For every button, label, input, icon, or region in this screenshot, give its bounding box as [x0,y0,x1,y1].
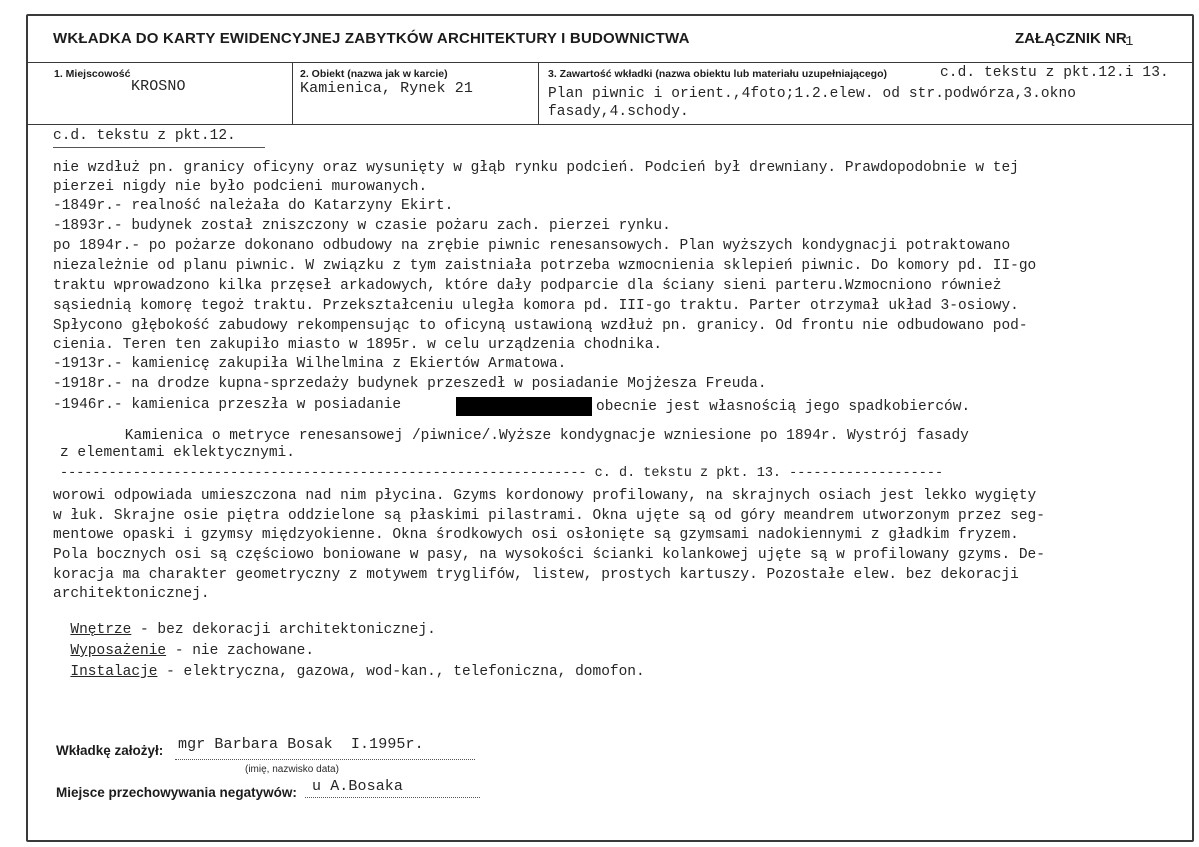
annex-number: 1 [1125,34,1134,50]
body-line: koracja ma charakter geometryczny z motywem tryglifów, listew, prostych kartuszy. Pozostałe elew. bez dekoracji [53,567,1019,583]
installations-label: Instalacje [70,664,158,680]
body-line: niezależnie od planu piwnic. W związku z tym zaistniała potrzeba wzmocnienia sklepień piwnic. Do komory pd. II-go [53,258,1037,274]
negatives-label: Miejsce przechowywania negatywów: [56,785,297,800]
summary-line: z elementami eklektycznymi. [60,445,295,461]
content-value-3: fasady,4.schody. [548,104,689,120]
negatives-value: u A.Bosaka [312,778,404,795]
body-heading: c.d. tekstu z pkt.12. [53,128,236,144]
body-line: w łuk. Skrajne osie piętra oddzielone są płaskimi pilastrami. Okna ujęte są od góry meandrem utworzonym przez seg- [53,508,1045,524]
summary-line: Kamienica o metryce renesansowej /piwnice/.Wyższe kondygnacje wzniesione po 1894r. Wystrój fasady [90,428,969,444]
body-line: mentowe opaski i gzymsy międzyokienne. Okna środkowych osi osłonięte są gzymsami nadokiennymi z gładkim fryzem. [53,527,1019,543]
author-dotline [175,759,475,760]
body-line: cienia. Teren ten zakupiło miasto w 1895r. w celu urządzenia chodnika. [53,337,663,353]
annex-label: ZAŁĄCZNIK NR [1015,30,1127,47]
installations-row [53,648,645,680]
content-value-2: Plan piwnic i orient.,4foto;1.2.elew. od str.podwórza,3.okno [548,86,1077,102]
content-label: 3. Zawartość wkładki (nazwa obiektu lub materiału uzupełniającego) [548,68,887,80]
body-line: -1918r.- na drodze kupna-sprzedaży budynek przeszedł w posiadanie Mojżesza Freuda. [53,376,767,392]
body-line-1946: -1946r.- kamienica przeszła w posiadanie [53,397,402,413]
body-line: -1913r.- kamienicę zakupiła Wilhelmina z Ekiertów Armatowa. [53,356,567,372]
furnishing-value: - nie zachowane. [166,643,315,659]
body-line-1946-end: obecnie jest własnością jego spadkobierców. [596,399,971,415]
locality-label: 1. Miejscowość [54,68,131,80]
body-line: Pola bocznych osi są częściowo boniowane w pasy, na wysokości ścianki kolankowej ujęte są w profilowany gzyms. De- [53,547,1045,563]
divider-top [28,62,1193,63]
divider-fields [28,124,1193,125]
body-line: architektonicznej. [53,586,210,602]
redaction-block [456,397,592,416]
interior-value: - bez dekoracji architektonicznej. [131,622,436,638]
body-line: po 1894r.- po pożarze dokonano odbudowy na zrębie piwnic renesansowych. Plan wyższych kondygnacji potraktowano [53,238,1011,254]
locality-value: KROSNO [131,78,186,95]
body-line: pierzei nigdy nie było podcieni murowanych. [53,179,428,195]
body-line: -1893r.- budynek został zniszczony w czasie pożaru zach. pierzei rynku. [53,218,671,234]
body-line: worowi odpowiada umieszczona nad nim płycina. Gzyms kordonowy profilowany, na skrajnych osiach jest lekko wygięty [53,488,1037,504]
author-sub-label: (imię, nazwisko data) [245,764,339,775]
form-title: WKŁADKA DO KARTY EWIDENCYJNEJ ZABYTKÓW ARCHITEKTURY I BUDOWNICTWA [53,30,690,47]
body-line: Spłycono głębokość zabudowy rekompensując to oficyną ustawioną wzdłuż pn. granicy. Od frontu nie odbudowano pod- [53,318,1028,334]
divider-col-1 [292,62,293,124]
negatives-dotline [305,797,480,798]
body-line: -1849r.- realność należała do Katarzyny Ekirt. [53,198,454,214]
body-line: sąsiednią komorę tegoż traktu. Przekształceniu uległa komora pd. III-go traktu. Parter otrzymał układ 3-osiowy. [53,298,1019,314]
body-line: nie wzdłuż pn. granicy oficyny oraz wysunięty w głąb rynku podcień. Podcień był drewniany. Prawdopodobnie w tej [53,160,1019,176]
interior-label: Wnętrze [70,622,132,638]
content-value-1: c.d. tekstu z pkt.12.i 13. [940,65,1169,81]
author-value: mgr Barbara Bosak I.1995r. [178,736,424,753]
heading-underline [53,147,265,148]
body-line: traktu wprowadzono kilka przęseł arkadowych, które dały podparcie dla ściany sieni parteru.Wzmocniono również [53,278,1002,294]
object-label: 2. Obiekt (nazwa jak w karcie) [300,68,448,80]
object-value: Kamienica, Rynek 21 [300,80,473,97]
installations-value: - elektryczna, gazowa, wod-kan., telefoniczna, domofon. [157,664,645,680]
divider-col-2 [538,62,539,124]
separator-line: ----------------------------------------------------------------- c. d. tekstu z pkt. 13. ------------------- [60,466,944,481]
furnishing-label: Wyposażenie [70,643,167,659]
author-label: Wkładkę założył: [56,743,164,758]
